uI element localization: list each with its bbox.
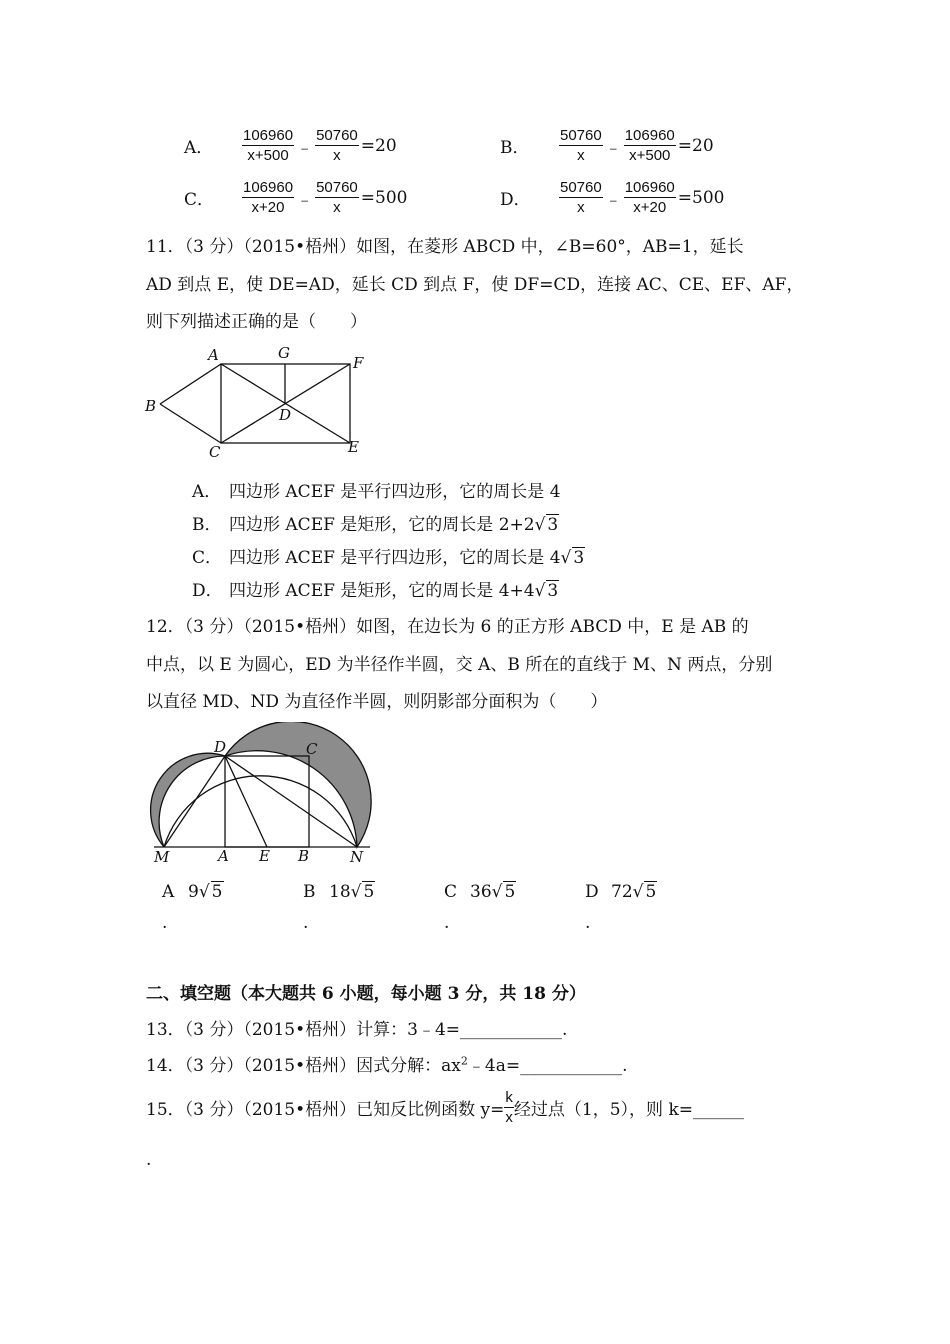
q11-option-a-text: 四边形 ACEF 是平行四边形，它的周长是 4	[229, 482, 561, 502]
q10-option-c-fraction2: $\frac{50760}{x}$	[316, 179, 358, 216]
q10-option-b-rhs: =20	[677, 135, 714, 156]
q12-option-a-coef: 9	[188, 882, 199, 902]
q14-exponent: 2	[460, 1054, 468, 1068]
q14-suffix: ﹣4a=____________.	[467, 1056, 628, 1076]
sqrt-icon: √ 5	[198, 882, 223, 902]
label-f: F	[353, 354, 364, 372]
q10-option-a-fraction1: $\frac{106960}{x+500}$	[243, 127, 294, 164]
q14	[146, 1051, 627, 1076]
q15-prefix: 15．（3 分）（2015•梧州）已知反比例函数 y=	[146, 1100, 505, 1120]
q15-fraction: $\frac{k}{x}$	[505, 1089, 513, 1126]
edge-ba	[160, 364, 221, 404]
q11-figure	[140, 342, 380, 462]
q11-option-d-letter: D．	[192, 581, 223, 601]
q11-option-c	[192, 543, 585, 568]
q12-line1: 12．（3 分）（2015•梧州）如图，在边长为 6 的正方形 ABCD 中，E 是 AB 的	[146, 617, 749, 637]
label-m: M	[154, 848, 170, 866]
sqrt-icon: √ 3	[534, 581, 559, 601]
q12-option-c-radicand: 5	[504, 882, 516, 902]
q11-option-c-text: 四边形 ACEF 是平行四边形，它的周长是 4	[229, 548, 561, 568]
minus-sign: ﹣	[296, 190, 314, 210]
big-semicircle	[164, 776, 357, 847]
q11-option-b-letter: B．	[192, 515, 222, 535]
shade-left	[151, 753, 225, 847]
q11-line3: 则下列描述正确的是（ ）	[146, 312, 367, 332]
q12-figure	[140, 722, 380, 867]
label-d: D	[279, 406, 292, 424]
label-b: B	[145, 397, 157, 415]
q12-option-d-dot: .	[585, 913, 591, 933]
q10-option-d-fraction1: $\frac{50760}{x}$	[560, 179, 602, 216]
q15-tail: .	[146, 1150, 152, 1170]
q12-option-a	[162, 882, 224, 902]
q13-text: 13．（3 分）（2015•梧州）计算：3﹣4=____________.	[146, 1020, 568, 1040]
q10-option-b-fraction2: $\frac{106960}{x+500}$	[624, 127, 675, 164]
q12-option-c-letter: C	[444, 882, 458, 902]
q12-option-d-letter: D	[585, 882, 599, 902]
q10-option-d-fraction2: $\frac{106960}{x+20}$	[624, 179, 675, 216]
q12-option-d	[585, 882, 657, 902]
q10-option-d	[500, 178, 724, 217]
q12-option-c-dot: .	[444, 913, 450, 933]
square-abcd	[225, 756, 309, 847]
q11-option-c-radicand: 3	[573, 548, 585, 568]
q12-option-b-letter: B	[303, 882, 316, 902]
q10-option-d-letter: D．	[500, 190, 531, 210]
q12-option-b	[303, 882, 375, 902]
label-e: E	[348, 438, 359, 456]
q10-option-a	[184, 126, 397, 165]
label-a: A	[218, 847, 229, 865]
q12-option-a-dot: .	[162, 913, 168, 933]
minus-sign: ﹣	[604, 138, 622, 158]
label-c: C	[209, 443, 221, 461]
minus-sign: ﹣	[604, 190, 622, 210]
q12-line2: 中点，以 E 为圆心，ED 为半径作半圆，交 A、B 所在的直线于 M、N 两点，分别	[146, 655, 773, 675]
label-e: E	[259, 847, 270, 865]
q11-option-d	[192, 576, 559, 601]
q10-option-c	[184, 178, 407, 217]
q10-option-c-rhs: =500	[360, 187, 408, 208]
q10-option-c-letter: C．	[184, 190, 215, 210]
edge-bc	[160, 404, 221, 443]
q10-option-d-rhs: =500	[677, 187, 725, 208]
q11-option-d-radicand: 3	[547, 581, 559, 601]
q11-option-a-letter: A．	[192, 482, 222, 502]
q12-option-b-dot: .	[303, 913, 309, 933]
q12-option-b-radicand: 5	[363, 882, 375, 902]
q11-option-d-text: 四边形 ACEF 是矩形，它的周长是 4+4	[229, 581, 535, 601]
sqrt-icon: √ 5	[491, 882, 516, 902]
q10-option-b	[500, 126, 714, 165]
segment-de	[225, 756, 267, 847]
q15-suffix: 经过点（1，5），则 k=______	[513, 1100, 744, 1120]
q10-option-b-fraction1: $\frac{50760}{x}$	[560, 127, 602, 164]
q12-option-c	[444, 882, 516, 902]
q15	[146, 1088, 744, 1127]
label-d: D	[214, 738, 227, 756]
sqrt-icon: √ 5	[350, 882, 375, 902]
q10-option-c-fraction1: $\frac{106960}{x+20}$	[243, 179, 294, 216]
q11-option-a	[192, 477, 561, 502]
label-c: C	[306, 740, 318, 758]
q12-option-c-coef: 36	[470, 882, 492, 902]
sqrt-icon: √ 5	[632, 882, 657, 902]
q14-prefix: 14．（3 分）（2015•梧州）因式分解：ax	[146, 1056, 461, 1076]
label-g: G	[278, 344, 290, 362]
q12-option-d-radicand: 5	[645, 882, 657, 902]
minus-sign: ﹣	[296, 138, 314, 158]
sqrt-icon: √ 3	[560, 548, 585, 568]
label-a: A	[208, 346, 219, 364]
q11-line2: AD 到点 E，使 DE=AD，延长 CD 到点 F，使 DF=CD，连接 AC、CE、EF、AF，	[146, 275, 804, 295]
q10-option-a-fraction2: $\frac{50760}{x}$	[316, 127, 358, 164]
q11-option-b-text: 四边形 ACEF 是矩形，它的周长是 2+2	[229, 515, 535, 535]
q12-option-a-radicand: 5	[211, 882, 223, 902]
q10-option-a-rhs: =20	[360, 135, 397, 156]
q12-option-b-coef: 18	[329, 882, 351, 902]
q12-option-d-coef: 72	[611, 882, 633, 902]
q11-option-b	[192, 510, 559, 535]
q12-line3: 以直径 MD、ND 为直径作半圆，则阴影部分面积为（ ）	[146, 692, 608, 712]
q12-option-a-letter: A	[162, 882, 175, 902]
q11-option-b-radicand: 3	[547, 515, 559, 535]
q11-line1: 11．（3 分）（2015•梧州）如图，在菱形 ABCD 中，∠B=60°，AB=1，延长	[146, 237, 744, 257]
label-n: N	[350, 848, 364, 866]
q10-option-b-letter: B．	[500, 138, 530, 158]
q11-option-c-letter: C．	[192, 548, 223, 568]
label-b: B	[298, 847, 310, 865]
q10-option-a-letter: A．	[184, 138, 214, 158]
section2-title: 二、填空题（本大题共 6 小题，每小题 3 分，共 18 分）	[146, 984, 586, 1004]
sqrt-icon: √ 3	[534, 515, 559, 535]
